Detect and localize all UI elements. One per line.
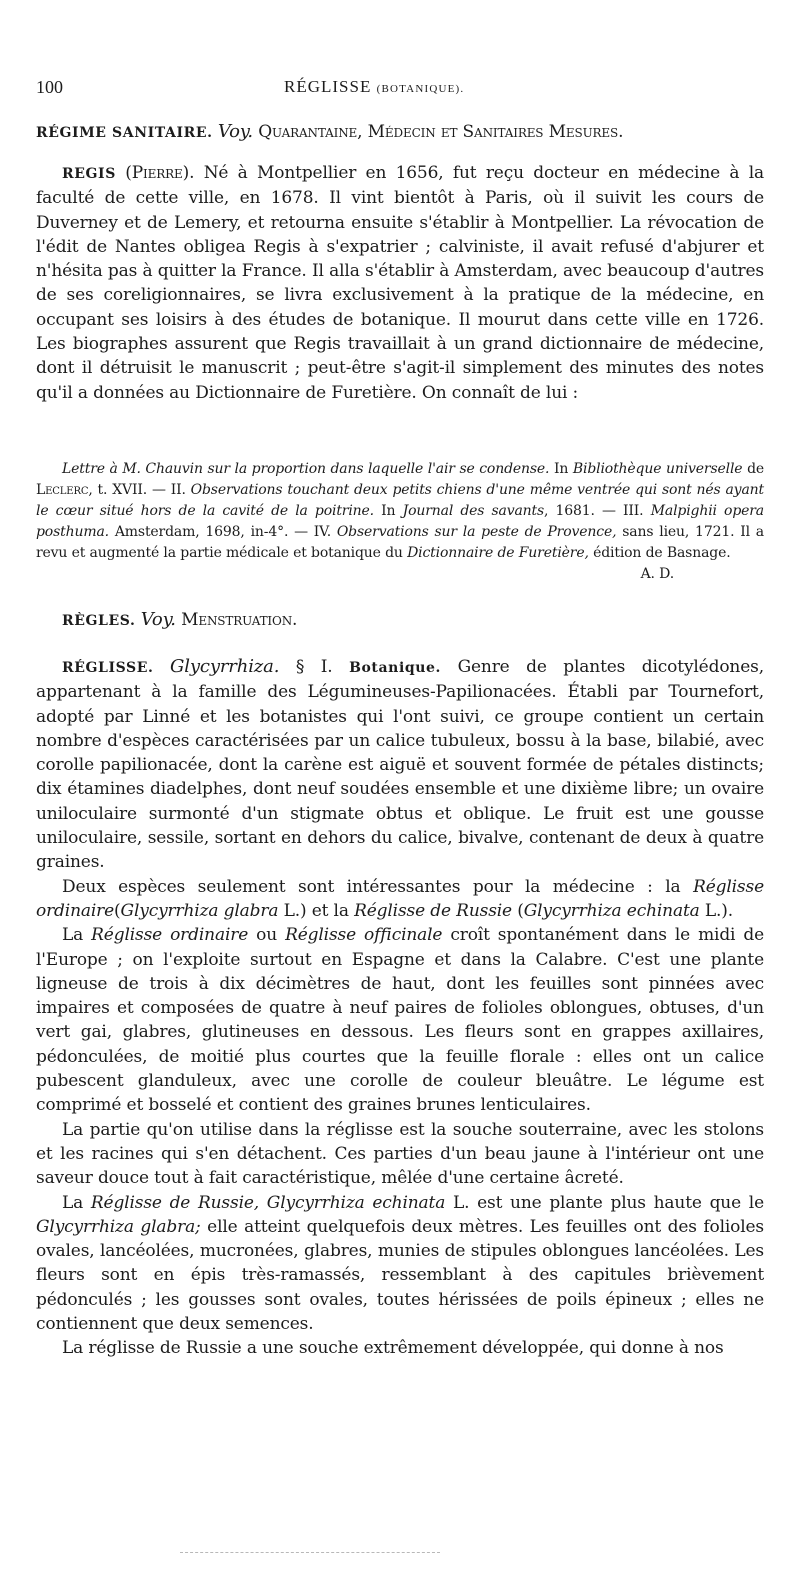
- bib-title: Observations sur la peste de Provence,: [336, 524, 617, 540]
- paragraph-text: La partie qu'on utilise dans la réglisse est la souche souterraine, avec les stolons et les racines qui s'en détachent. Ces parties d'un beau jaune à l'intérieur ont une saveur douce tout à fait caractéristique, mêlée d'une certaine âcreté.: [36, 1119, 764, 1189]
- bib-source: Journal des savants: [402, 503, 545, 519]
- entry-headword: REGIS: [62, 166, 116, 182]
- latin-name: Glycyrrhiza.: [170, 656, 280, 677]
- section-marker: § I.: [295, 657, 333, 677]
- cross-references: Quarantaine, Médecin et Sanitaires Mesures.: [258, 122, 624, 142]
- page-number: 100: [36, 77, 63, 97]
- paragraph-text: (: [517, 900, 524, 921]
- bib-text: In: [381, 503, 396, 519]
- entry-regles: [36, 608, 764, 633]
- section-title: Botanique.: [349, 660, 442, 676]
- paragraph-text: L.).: [704, 900, 734, 921]
- species-name: Réglisse ordinaire: [91, 925, 249, 946]
- bib-text: , t. XVII. — II.: [88, 482, 186, 498]
- paragraph-text: Deux espèces seulement sont intéressantes pour la médecine : la: [62, 876, 681, 897]
- bibliography: [36, 459, 764, 585]
- paragraph-text: L. est une plante plus haute que le: [452, 1192, 764, 1213]
- bib-text: , 1681. — III.: [544, 503, 644, 519]
- paragraph-text: L.) et la: [283, 900, 349, 921]
- entry-first-name: (Pierre).: [125, 163, 195, 183]
- paragraph-text: croît spontanément dans le midi de l'Europe ; on l'exploite surtout en Espagne et dans la Calabre. C'est une plante ligneuse de trois à dix décimètres de haut, dont les feuilles sont pinnées avec impaires et composées de quatre à neuf paires de folioles oblongues, obtuses, d'un vert gai, glabres, glutineuses en dessous. Les fleurs sont en grappes axillaires, pédonculées, de moitié plus courtes que la feuille florale : elles ont un calice pubescent glanduleux, avec une corolle de couleur bleuâtre. Le légume est comprimé et bosselé et contient des graines brunes lenticulaires.: [36, 925, 765, 1116]
- reglisse-paragraph: [36, 655, 764, 875]
- bib-text: In: [553, 461, 569, 477]
- species-name: Réglisse ordinaire: [36, 876, 764, 921]
- reglisse-paragraph: [36, 1191, 764, 1337]
- entry-reglisse: [36, 655, 764, 1361]
- bib-title: Lettre à M. Chauvin sur la proportion dans laquelle l'air se condense.: [62, 461, 550, 477]
- bib-author: Leclerc: [36, 482, 89, 498]
- entry-regime-sanitaire: [36, 120, 764, 145]
- bib-text: sans lieu, 1721. Il a revu et augmenté la partie médicale et botanique du: [36, 524, 764, 561]
- paragraph-text: Genre de plantes dicotylédones, appartenant à la famille des Légumineuses-Papilionacées. Établi par Tournefort, adopté par Linné et les botanistes qui l'ont suivi, ce groupe contient un certain nombre d'espèces caractérisées par un calice tubuleux, bossu à la base, bilabié, avec corolle papilionacée, dont la carène est aiguë et souvent formée de pétales distincts; dix étamines diadelphes, dont neuf soudées ensemble et une dixième libre; un ovaire uniloculaire surmonté d'un stigmate obtus et oblique. Le fruit est une gousse uniloculaire, sessile, sortant en dehors du calice, bivalve, contenant de deux à quatre graines.: [36, 657, 764, 873]
- species-latin: Glycyrrhiza glabra;: [36, 1216, 201, 1237]
- paragraph-text: ou: [256, 925, 278, 946]
- bib-text: Amsterdam, 1698, in-4°. — IV.: [114, 524, 331, 540]
- bib-text: de: [747, 461, 765, 477]
- bib-title: Dictionnaire de Furetière,: [407, 545, 589, 561]
- reglisse-paragraph: [36, 923, 764, 1117]
- running-head: [284, 77, 464, 97]
- reglisse-paragraph: [36, 875, 764, 924]
- entry-headword: RÉGLISSE.: [62, 660, 154, 676]
- entry-headword: RÉGIME SANITAIRE.: [36, 125, 213, 141]
- bib-title: Malpighii opera posthuma.: [36, 503, 765, 540]
- bib-text: édition de Basnage.: [593, 545, 731, 561]
- species-name: Réglisse officinale: [285, 925, 443, 946]
- paragraph-text: elle atteint quelquefois deux mètres. Les feuilles ont des folioles ovales, lancéolées, mucronées, glabres, munies de stipules oblongues lancéolées. Les fleurs sont en épis très-ramassés, ressemblant à des capitules brièvement pédonculés ; les gousses sont ovales, toutes hérissées de poils épineux ; elles ne contiennent que deux semences.: [36, 1216, 764, 1335]
- paragraph-text: La: [62, 925, 84, 946]
- bib-title: Observations touchant deux petits chiens d'une même ventrée qui sont nés ayant le cœur situé hors de la cavité de la poitrine.: [36, 482, 764, 519]
- reglisse-paragraph: [36, 1336, 764, 1360]
- running-head-title: RÉGLISSE: [284, 77, 372, 96]
- entry-headword: RÈGLES.: [62, 613, 136, 629]
- paragraph-text: (: [114, 900, 121, 921]
- author-signature: A. D.: [640, 566, 674, 582]
- entry-regis: [36, 161, 764, 405]
- species-latin: Glycyrrhiza echinata: [523, 900, 700, 921]
- reglisse-paragraph: [36, 1118, 764, 1191]
- species-latin: Glycyrrhiza glabra: [120, 900, 279, 921]
- entry-text: Né à Montpellier en 1656, fut reçu docteur en médecine à la faculté de cette ville, en 1678. Il vint bientôt à Paris, où il suivit les cours de Duverney et de Lemery, et retourna ensuite s'établir à Montpellier. La révocation de l'édit de Nantes obligea Regis à s'expatrier ; calviniste, il avait refusé d'abjurer et n'hésita pas à quitter la France. Il alla s'établir à Amsterdam, avec beaucoup d'autres de ses coreligionnaires, se livra exclusivement à la pratique de la médecine, en occupant ses loisirs à des études de botanique. Il mourut dans cette ville en 1726. Les biographes assurent que Regis travaillait à un grand dictionnaire de médecine, dont il détruisit le manuscrit ; peut-être s'agit-il simplement des minutes des notes qu'il a données au Dictionnaire de Furetière. On connaît de lui :: [36, 163, 764, 403]
- voy-marker: Voy.: [217, 121, 253, 142]
- bib-source: Bibliothèque universelle: [572, 461, 743, 477]
- species-name: Réglisse de Russie: [354, 900, 512, 921]
- species-name: Réglisse de Russie, Glycyrrhiza echinata: [90, 1192, 446, 1213]
- running-header: [36, 77, 764, 103]
- paragraph-text: La: [62, 1192, 84, 1213]
- bottom-rule: [180, 1552, 440, 1553]
- voy-marker: Voy.: [140, 609, 176, 630]
- cross-references: Menstruation.: [181, 610, 298, 630]
- running-head-subtitle: (BOTANIQUE).: [376, 83, 465, 95]
- paragraph-text: La réglisse de Russie a une souche extrêmement développée, qui donne à nos: [62, 1338, 724, 1359]
